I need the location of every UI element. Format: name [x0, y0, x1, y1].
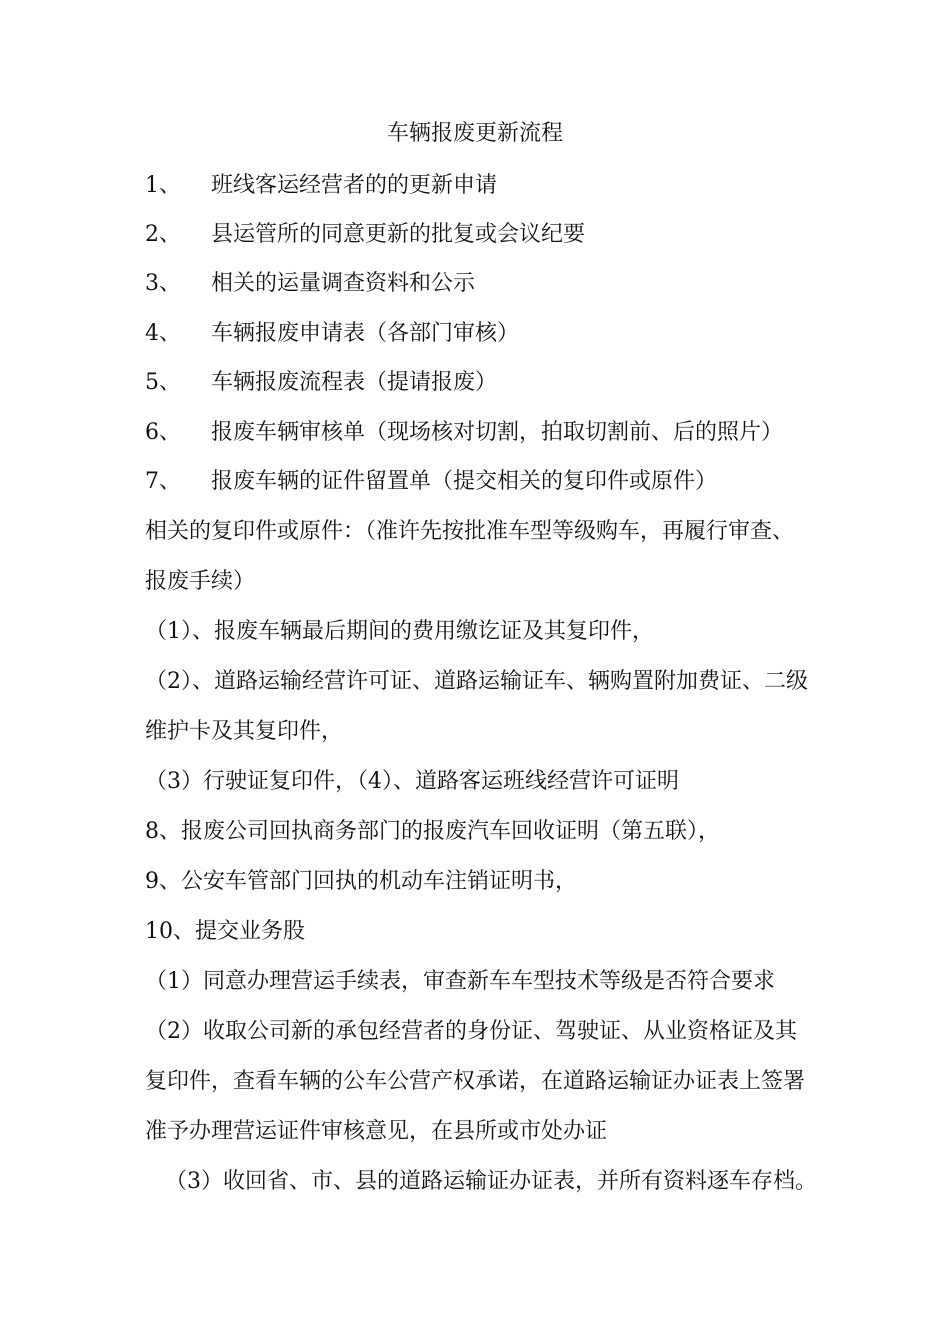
- step-6: [145, 417, 783, 449]
- paragraph-line: （3）行驶证复印件，（4）、道路客运班线经营许可证明: [145, 769, 679, 794]
- paragraph-line: 维护卡及其复印件，: [145, 719, 344, 744]
- step-number: 2、: [145, 222, 181, 247]
- paragraph-line: （3）收回省、市、县的道路运输证办证表，并所有资料逐车存档。: [165, 1169, 817, 1194]
- step-text: 相关的运量调查资料和公示: [211, 271, 476, 296]
- step-number: 6、: [145, 420, 181, 445]
- step-1: [145, 170, 497, 202]
- paragraph-line: （1）同意办理营运手续表，审查新车车型技术等级是否符合要求: [145, 969, 775, 994]
- step-7: [145, 466, 717, 498]
- step-number: 7、: [145, 469, 181, 494]
- paragraph-line: 准予办理营运证件审核意见，在县所或市处办证: [145, 1119, 608, 1144]
- paragraph-line: 报废手续）: [145, 569, 256, 594]
- paragraph-line: 8、报废公司回执商务部门的报废汽车回收证明（第五联），: [145, 819, 720, 844]
- paragraph-line: 9、公安车管部门回执的机动车注销证明书，: [145, 869, 577, 894]
- step-text: 车辆报废流程表（提请报废）: [211, 370, 498, 395]
- step-text: 车辆报废申请表（各部门审核）: [211, 321, 520, 346]
- step-number: 3、: [145, 271, 181, 296]
- step-2: [145, 219, 585, 251]
- paragraph-line: （1）、报废车辆最后期间的费用缴讫证及其复印件，: [145, 619, 654, 644]
- step-text: 报废车辆的证件留置单（提交相关的复印件或原件）: [211, 469, 718, 494]
- step-number: 4、: [145, 321, 181, 346]
- step-text: 县运管所的同意更新的批复或会议纪要: [211, 222, 586, 247]
- paragraph-line: 复印件，查看车辆的公车公营产权承诺，在道路运输证办证表上签署: [145, 1069, 806, 1094]
- paragraph-line: （2）、道路运输经营许可证、道路运输证车、辆购置附加费证、二级: [145, 669, 808, 694]
- step-text: 班线客运经营者的的更新申请: [211, 173, 498, 198]
- step-number: 1、: [145, 173, 181, 198]
- step-5: [145, 367, 497, 399]
- step-4: [145, 318, 519, 350]
- step-number: 5、: [145, 370, 181, 395]
- paragraph-line: 10、提交业务股: [145, 919, 305, 944]
- paragraph-line: （2）收取公司新的承包经营者的身份证、驾驶证、从业资格证及其: [145, 1019, 797, 1044]
- step-3: [145, 268, 475, 300]
- step-text: 报废车辆审核单（现场核对切割，拍取切割前、后的照片）: [211, 420, 784, 445]
- paragraph-line: 相关的复印件或原件：（准许先按批准车型等级购车，再履行审查、: [145, 519, 795, 544]
- document-title: 车辆报废更新流程: [386, 121, 563, 146]
